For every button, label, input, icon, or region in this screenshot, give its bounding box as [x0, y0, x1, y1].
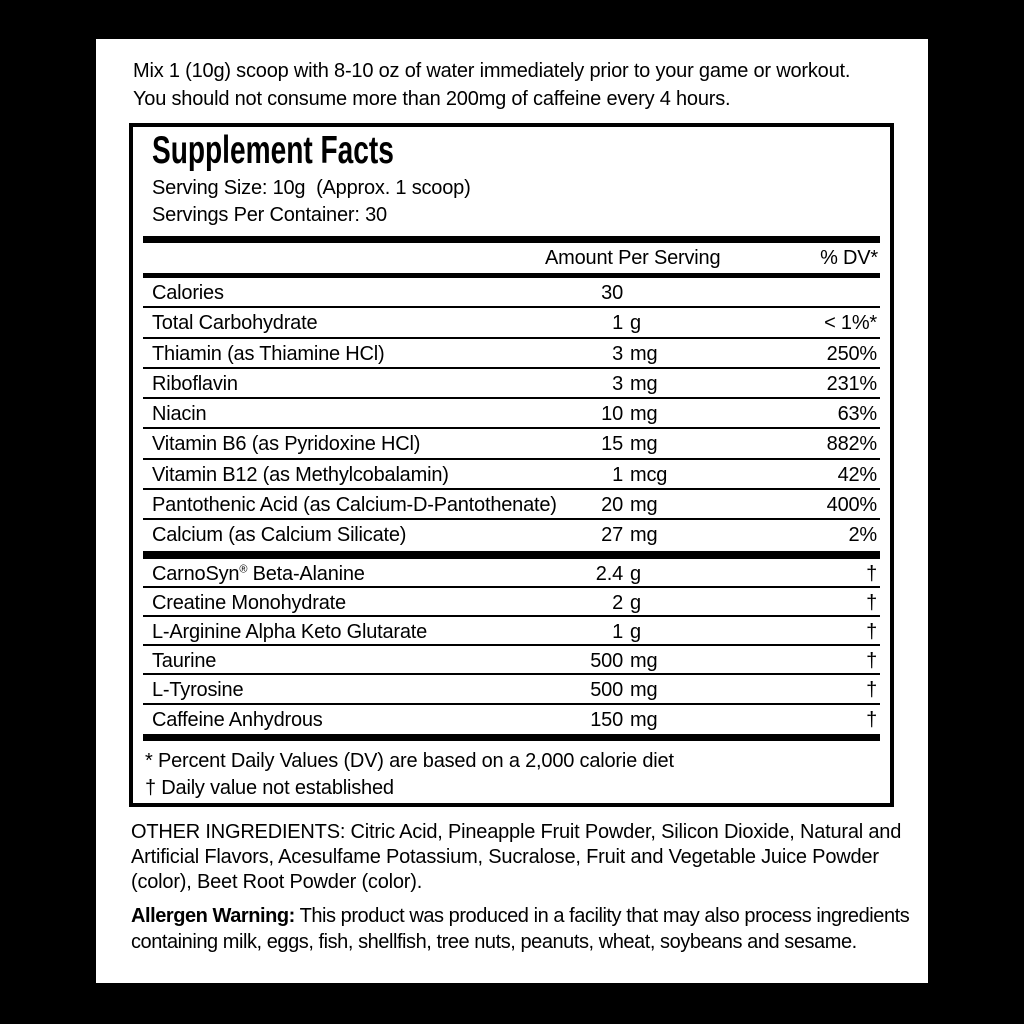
table-row	[143, 559, 880, 588]
allergen-warning-text: This product was produced in a facility that may also process ingredients	[294, 905, 910, 927]
daily-value: < 1%*	[824, 312, 877, 335]
nutrient-name: Pantothenic Acid (as Calcium-D-Pantothenate)	[152, 494, 557, 517]
amount-value: 30	[601, 282, 623, 304]
footnotes	[145, 748, 890, 802]
table-row	[143, 646, 880, 675]
table-row	[143, 460, 880, 490]
serving-size: Serving Size: 10g (Approx. 1 scoop)	[152, 177, 471, 199]
supplement-facts-box	[129, 123, 894, 807]
nutrient-name: Niacin	[152, 403, 207, 426]
table-row	[143, 278, 880, 308]
amount-value: 27	[601, 524, 623, 547]
amount-unit: mg	[630, 433, 658, 456]
amount-unit: mg	[630, 650, 658, 673]
allergen-warning-label: Allergen Warning:	[131, 905, 295, 927]
amount-unit: mg	[630, 708, 658, 731]
allergen-warning	[131, 903, 909, 955]
column-header-amount: Amount Per Serving	[545, 247, 721, 269]
amount-unit: mg	[630, 342, 658, 365]
other-ingredients	[131, 820, 901, 895]
nutrient-name: Caffeine Anhydrous	[152, 708, 323, 731]
nutrient-name: Vitamin B12 (as Methylcobalamin)	[152, 463, 449, 486]
daily-value: †	[866, 562, 877, 585]
table-row	[143, 617, 880, 646]
daily-value: †	[866, 591, 877, 614]
nutrient-name: Total Carbohydrate	[152, 312, 318, 335]
nutrient-name: Creatine Monohydrate	[152, 591, 346, 614]
amount-value: 500	[590, 650, 623, 673]
amount-unit: mcg	[630, 463, 668, 486]
nutrient-name: Riboflavin	[152, 372, 238, 395]
table-row	[143, 369, 880, 399]
amount-unit: g	[630, 591, 641, 614]
table-row	[143, 308, 880, 338]
amount-value: 1	[612, 463, 623, 486]
daily-value: 63%	[837, 403, 877, 426]
amount-value: 500	[590, 679, 623, 702]
nutrient-name: Taurine	[152, 650, 217, 673]
daily-value: 882%	[826, 433, 877, 456]
table-row	[143, 520, 880, 550]
amount-value: 10	[601, 403, 623, 426]
amount-value: 150	[590, 708, 623, 731]
divider-heavy-bottom	[143, 734, 880, 741]
usage-instructions-line: You should not consume more than 200mg of caffeine every 4 hours.	[133, 88, 731, 110]
table-row	[143, 399, 880, 429]
daily-value: 231%	[826, 372, 877, 395]
amount-unit: g	[630, 312, 641, 335]
table-row	[143, 588, 880, 617]
nutrient-name: CarnoSyn® Beta-Alanine	[152, 562, 365, 585]
amount-value: 1	[612, 312, 623, 335]
label-panel	[96, 39, 928, 983]
table-row	[143, 490, 880, 520]
table-row	[143, 429, 880, 459]
facts-table	[143, 236, 880, 741]
allergen-warning-line: containing milk, eggs, fish, shellfish, tree nuts, peanuts, wheat, soybeans and sesame.	[131, 931, 857, 953]
facts-title: Supplement Facts	[152, 129, 394, 172]
blend-rows-section	[143, 559, 880, 734]
amount-unit: mg	[630, 524, 658, 547]
daily-value: †	[866, 650, 877, 673]
allergen-warning-line	[131, 903, 909, 929]
table-header-row	[143, 243, 880, 273]
daily-value: 400%	[826, 494, 877, 517]
divider-heavy-mid	[143, 551, 880, 559]
usage-instructions-line: Mix 1 (10g) scoop with 8-10 oz of water immediately prior to your game or workout.	[133, 60, 851, 82]
amount-unit: g	[630, 562, 641, 585]
nutrient-name: Thiamin (as Thiamine HCl)	[152, 342, 385, 365]
daily-value: †	[866, 621, 877, 644]
daily-value: 2%	[848, 524, 877, 547]
column-header-dv: % DV*	[820, 247, 878, 269]
servings-per-container: Servings Per Container: 30	[152, 204, 387, 226]
amount-value: 2	[612, 591, 623, 614]
footnote-daily-values: * Percent Daily Values (DV) are based on a 2,000 calorie diet	[145, 749, 674, 772]
amount-value: 3	[612, 342, 623, 365]
amount-value: 1	[612, 621, 623, 644]
amount-value: 3	[612, 372, 623, 395]
other-ingredients-line: OTHER INGREDIENTS: Citric Acid, Pineapple Fruit Powder, Silicon Dioxide, Natural and	[131, 821, 902, 843]
daily-value: 42%	[837, 463, 877, 486]
usage-instructions	[133, 57, 850, 113]
registered-mark-icon: ®	[239, 563, 248, 576]
table-row	[143, 705, 880, 734]
nutrient-name: L-Arginine Alpha Keto Glutarate	[152, 621, 428, 644]
nutrient-rows-section	[143, 278, 880, 551]
amount-unit: mg	[630, 403, 658, 426]
other-ingredients-line: (color), Beet Root Powder (color).	[131, 871, 423, 893]
amount-unit: g	[630, 621, 641, 644]
amount-unit: mg	[630, 679, 658, 702]
table-row	[143, 339, 880, 369]
nutrient-name: Vitamin B6 (as Pyridoxine HCl)	[152, 433, 421, 456]
table-row	[143, 675, 880, 704]
amount-unit: mg	[630, 372, 658, 395]
nutrient-name: L-Tyrosine	[152, 679, 244, 702]
daily-value: †	[866, 708, 877, 731]
amount-value: 2.4	[595, 562, 623, 585]
daily-value: †	[866, 679, 877, 702]
footnote-dagger: † Daily value not established	[145, 776, 394, 799]
divider-heavy-top	[143, 236, 880, 243]
amount-unit: mg	[630, 494, 658, 517]
other-ingredients-line: Artificial Flavors, Acesulfame Potassium, Sucralose, Fruit and Vegetable Juice Powder	[131, 846, 879, 868]
nutrient-name: Calcium (as Calcium Silicate)	[152, 524, 407, 547]
daily-value: 250%	[826, 342, 877, 365]
nutrient-name: Calories	[152, 282, 224, 304]
amount-value: 20	[601, 494, 623, 517]
amount-value: 15	[601, 433, 623, 456]
